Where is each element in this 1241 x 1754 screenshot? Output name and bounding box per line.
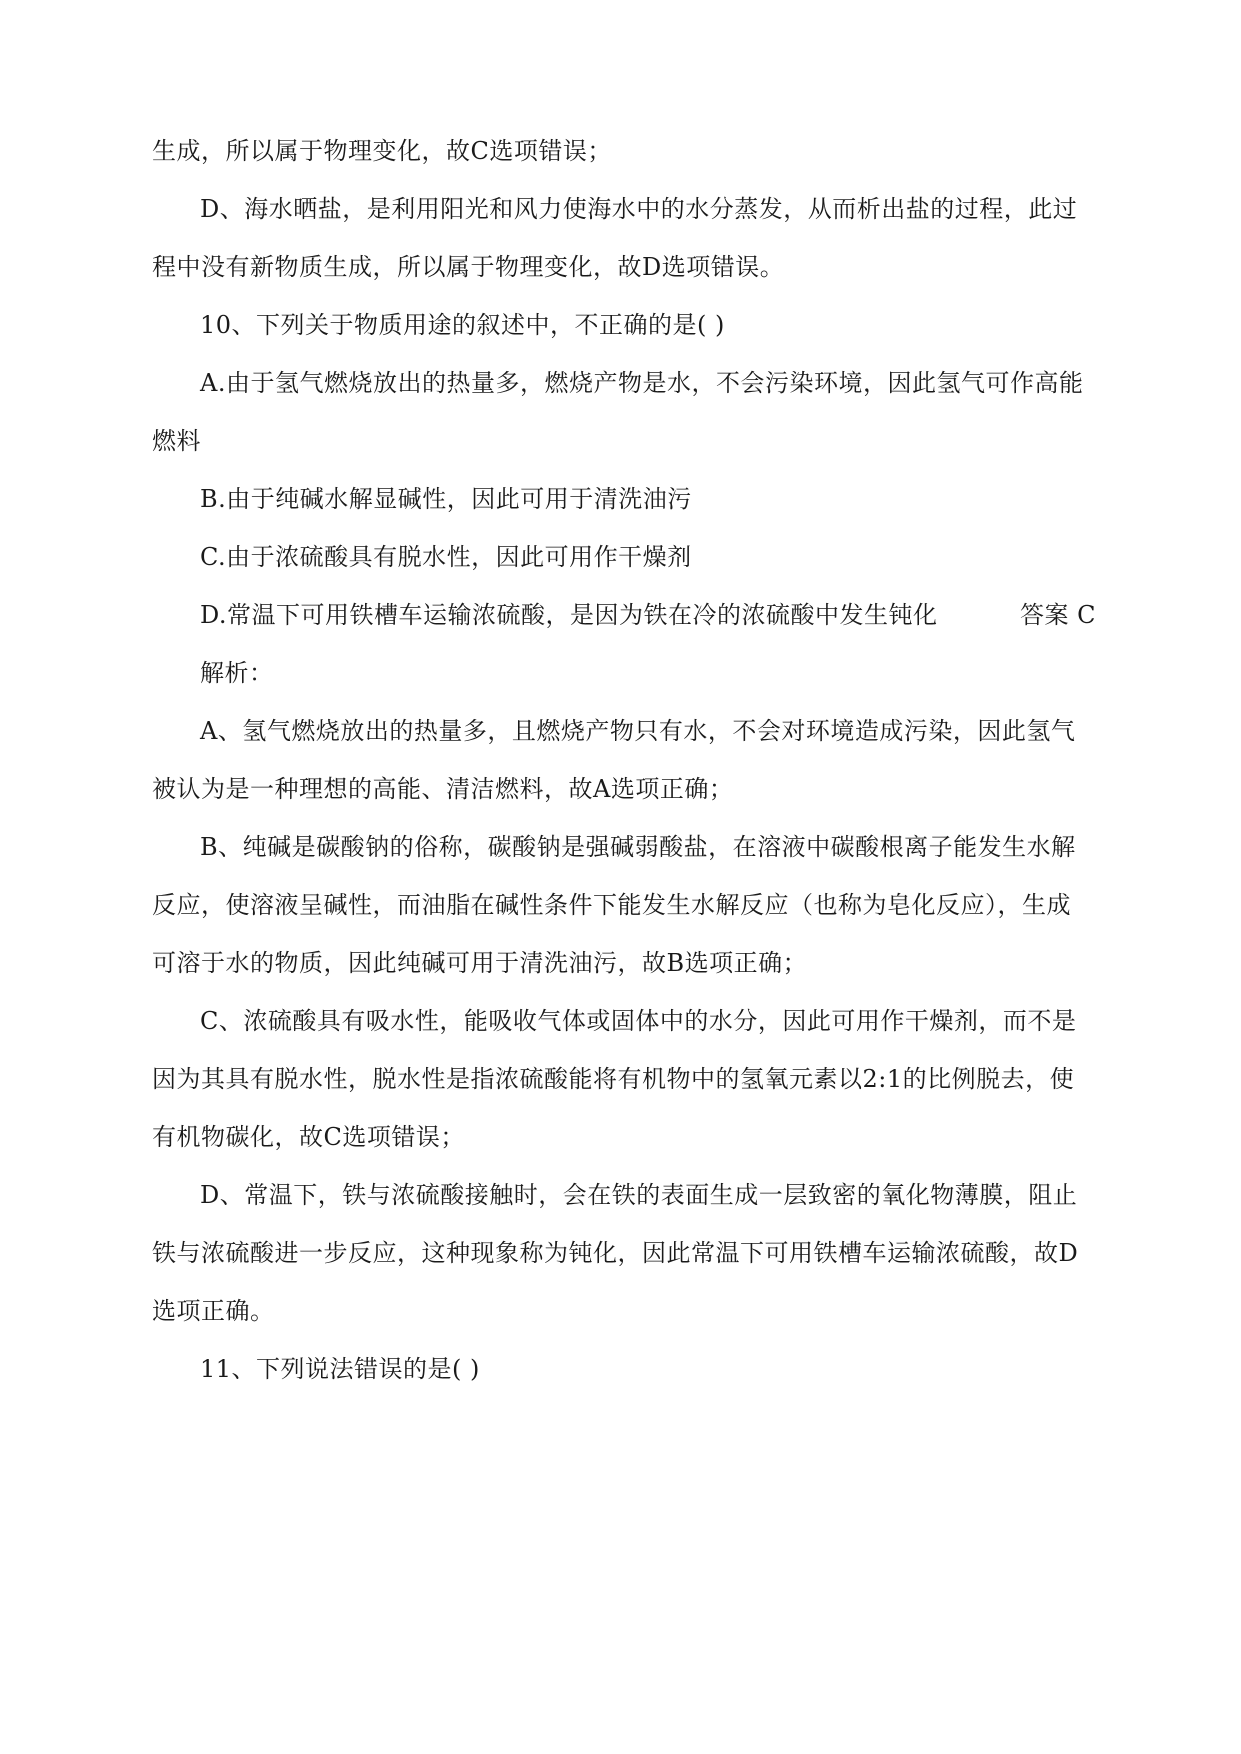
text-line: 铁与浓硫酸进一步反应，这种现象称为钝化，因此常温下可用铁槽车运输浓硫酸，故D <box>152 1239 1079 1267</box>
text-line: 选项正确。 <box>152 1297 275 1325</box>
text-line: 因为其具有脱水性，脱水性是指浓硫酸能将有机物中的氢氧元素以2:1的比例脱去，使 <box>152 1065 1075 1093</box>
option-d: D.常温下可用铁槽车运输浓硫酸，是因为铁在冷的浓硫酸中发生钝化 <box>200 601 938 629</box>
option-b: B.由于纯碱水解显碱性，因此可用于清洗油污 <box>200 485 692 513</box>
text-line: A、氢气燃烧放出的热量多，且燃烧产物只有水，不会对环境造成污染，因此氢气 <box>200 717 1076 745</box>
text-line: 被认为是一种理想的高能、清洁燃料，故A选项正确； <box>152 775 734 803</box>
text-line: 有机物碳化，故C选项错误； <box>152 1123 465 1151</box>
option-c: C.由于浓硫酸具有脱水性，因此可用作干燥剂 <box>200 543 692 571</box>
option-a: A.由于氢气燃烧放出的热量多，燃烧产物是水，不会污染环境，因此氢气可作高能 <box>200 369 1084 397</box>
text-line: 可溶于水的物质，因此纯碱可用于清洗油污，故B选项正确； <box>152 949 808 977</box>
text-line: D、海水晒盐，是利用阳光和风力使海水中的水分蒸发，从而析出盐的过程，此过 <box>200 195 1078 223</box>
text-line: C、浓硫酸具有吸水性，能吸收气体或固体中的水分，因此可用作干燥剂，而不是 <box>200 1007 1077 1035</box>
question-heading: 10、下列关于物质用途的叙述中，不正确的是( ) <box>200 311 725 339</box>
text-line: B、纯碱是碳酸钠的俗称，碳酸钠是强碱弱酸盐，在溶液中碳酸根离子能发生水解 <box>200 833 1076 861</box>
analysis-heading: 解析： <box>200 659 274 687</box>
text-line: 生成，所以属于物理变化，故C选项错误； <box>152 137 612 165</box>
text-line: 燃料 <box>152 427 201 455</box>
text-line: D、常温下，铁与浓硫酸接触时，会在铁的表面生成一层致密的氧化物薄膜，阻止 <box>200 1181 1078 1209</box>
text-line: 程中没有新物质生成，所以属于物理变化，故D选项错误。 <box>152 253 785 281</box>
question-heading: 11、下列说法错误的是( ) <box>200 1355 480 1383</box>
answer-label: 答案 C <box>1020 601 1096 629</box>
text-line: 反应，使溶液呈碱性，而油脂在碱性条件下能发生水解反应（也称为皂化反应），生成 <box>152 891 1071 919</box>
